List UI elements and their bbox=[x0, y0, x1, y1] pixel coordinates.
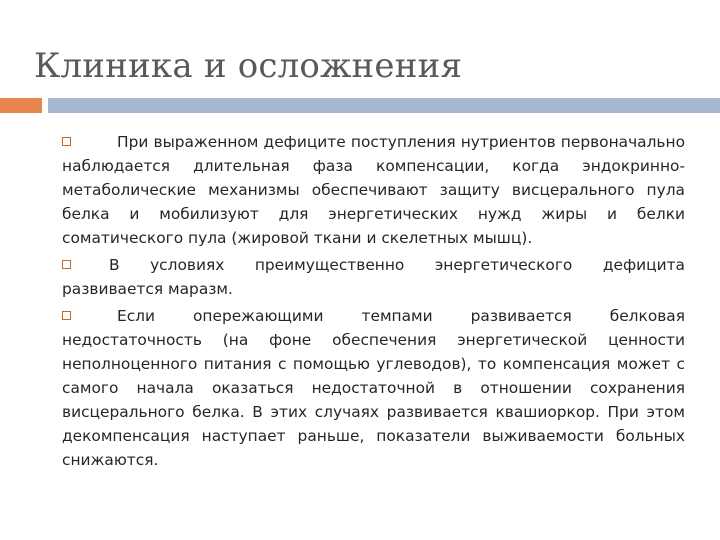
bullet-paragraph-3 bbox=[62, 304, 685, 472]
accent-bar bbox=[0, 98, 42, 113]
slide-body bbox=[62, 130, 685, 475]
hollow-square-bullet-icon bbox=[62, 137, 71, 146]
paragraph-text: При выраженном дефиците поступления нутриентов первоначально наблюдается длительная фаза компенсации, когда эндокринно-метаболические механизмы обеспечивают защиту висцерального пула белка и мобилизуют для энергетических нужд жиры и белки соматического пула (жировой ткани и скелетных мышц). bbox=[62, 133, 685, 247]
slide-title: Клиника и осложнения bbox=[34, 46, 463, 86]
paragraph-text: Если опережающими темпами развивается белковая недостаточность (на фоне обеспечения энергетической ценности неполноценного питания с помощью углеводов), то компенсация может с самого начала оказаться недостаточной в отношении сохранения висцерального белка. В этих случаях развивается квашиоркор. При этом декомпенсация наступает раньше, показатели выживаемости больных снижаются. bbox=[62, 307, 685, 469]
bullet-paragraph-1 bbox=[62, 130, 685, 250]
hollow-square-bullet-icon bbox=[62, 260, 71, 269]
bullet-paragraph-2 bbox=[62, 253, 685, 301]
hollow-square-bullet-icon bbox=[62, 311, 71, 320]
title-underline-bar bbox=[48, 98, 720, 113]
paragraph-text: В условиях преимущественно энергетического дефицита развивается маразм. bbox=[62, 256, 685, 298]
